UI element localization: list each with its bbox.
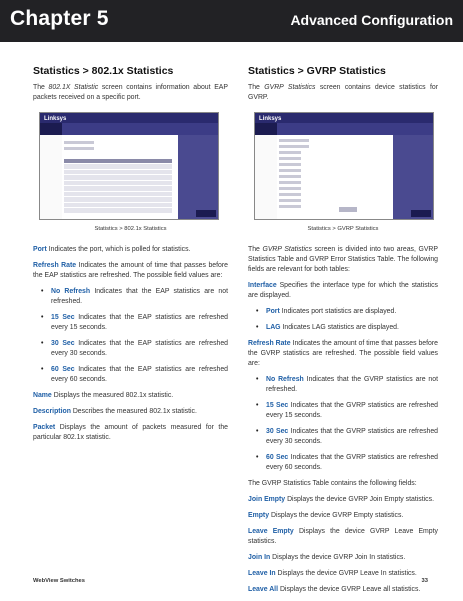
- footer-product: WebView Switches: [33, 578, 85, 584]
- screenshot-selectors: [64, 141, 134, 153]
- leave-in-desc: Leave In Displays the device GVRP Leave In statistics.: [248, 570, 417, 577]
- screenshot-help-panel: [393, 135, 433, 219]
- join-empty-desc: Join Empty Displays the device GVRP Join Empty statistics.: [248, 496, 434, 503]
- packet-desc: Packet Displays the amount of packets measured for the particular 802.1x statistic.: [33, 424, 228, 441]
- leave-empty-desc: Leave Empty Displays the device GVRP Leave Empty statistics.: [248, 528, 438, 545]
- screenshot-8021x-statistics: [39, 112, 219, 220]
- list-item: • 30 Sec Indicates that the EAP statistics are refreshed every 30 seconds.: [43, 339, 228, 359]
- list-item: • No Refresh Indicates that the EAP statistics are not refreshed.: [43, 287, 228, 307]
- port-desc: Port Indicates the port, which is polled for statistics.: [33, 246, 191, 253]
- list-item: • No Refresh Indicates that the GVRP statistics are not refreshed.: [258, 375, 438, 395]
- left-column: [33, 65, 228, 449]
- leave-all-desc: Leave All Displays the device GVRP Leave all statistics.: [248, 586, 421, 593]
- left-intro: The 802.1X Statistic screen contains information about EAP packets received on a specific port.: [33, 84, 228, 101]
- empty-desc: Empty Displays the device GVRP Empty statistics.: [248, 512, 404, 519]
- page-number: 33: [421, 578, 428, 584]
- screenshot-menu-bar: [255, 123, 433, 135]
- cisco-logo: [196, 210, 216, 217]
- screenshot-nav: [255, 123, 277, 135]
- list-item: • 60 Sec Indicates that the EAP statistics are refreshed every 60 seconds.: [43, 365, 228, 385]
- list-item: • 30 Sec Indicates that the GVRP statistics are refreshed every 30 seconds.: [258, 427, 438, 447]
- refresh-options: [248, 375, 438, 473]
- linksys-logo: Linksys: [44, 116, 67, 122]
- right-heading: Statistics > GVRP Statistics: [248, 65, 386, 77]
- chapter-title: Chapter 5: [10, 7, 109, 30]
- interface-desc: Interface Specifies the interface type for which the statistics are displayed.: [248, 282, 438, 299]
- left-heading: Statistics > 802.1x Statistics: [33, 65, 174, 77]
- screenshot-menu-bar: [40, 123, 218, 135]
- description-desc: Description Describes the measured 802.1x statistic.: [33, 408, 197, 415]
- linksys-logo: Linksys: [259, 116, 282, 122]
- right-caption: Statistics > GVRP Statistics: [307, 226, 379, 232]
- section-title: Advanced Configuration: [290, 12, 453, 28]
- screenshot-stat-table: [64, 159, 172, 214]
- list-item: • 15 Sec Indicates that the EAP statistics are refreshed every 15 seconds.: [43, 313, 228, 333]
- right-column: [248, 65, 438, 601]
- gvrp-overview: The GVRP Statistics screen is divided into two areas, GVRP Statistics Table and GVRP Error Statistics Table. The following fields are relevant for both tables:: [248, 246, 438, 273]
- screenshot-gvrp-fields: [279, 139, 349, 211]
- refresh-desc: Refresh Rate Indicates the amount of time that passes before the EAP statistics are refreshed. The possible field values are:: [33, 262, 228, 279]
- list-item: • LAG Indicates LAG statistics are displayed.: [258, 323, 438, 333]
- table-intro: The GVRP Statistics Table contains the following fields:: [248, 480, 417, 487]
- screenshot-nav: [40, 123, 62, 135]
- screenshot-top-bar: [40, 113, 218, 123]
- chapter-header: [0, 0, 463, 42]
- cisco-logo: [411, 210, 431, 217]
- screenshot-button: [339, 207, 357, 212]
- interface-options: [248, 307, 438, 333]
- join-in-desc: Join In Displays the device GVRP Join In statistics.: [248, 554, 406, 561]
- list-item: • 15 Sec Indicates that the GVRP statistics are refreshed every 15 seconds.: [258, 401, 438, 421]
- list-item: • 60 Sec Indicates that the GVRP statistics are refreshed every 60 seconds.: [258, 453, 438, 473]
- screenshot-help-panel: [178, 135, 218, 219]
- name-desc: Name Displays the measured 802.1x statistic.: [33, 392, 174, 399]
- list-item: • Port Indicates port statistics are displayed.: [258, 307, 438, 317]
- right-intro: The GVRP Statistics screen contains device statistics for GVRP.: [248, 84, 438, 101]
- left-caption: Statistics > 802.1x Statistics: [94, 226, 167, 232]
- refresh-desc: Refresh Rate Indicates the amount of time that passes before the GVRP statistics are refreshed. The possible field values are:: [248, 340, 439, 367]
- screenshot-top-bar: [255, 113, 433, 123]
- refresh-options: [33, 287, 228, 385]
- screenshot-gvrp-statistics: [254, 112, 434, 220]
